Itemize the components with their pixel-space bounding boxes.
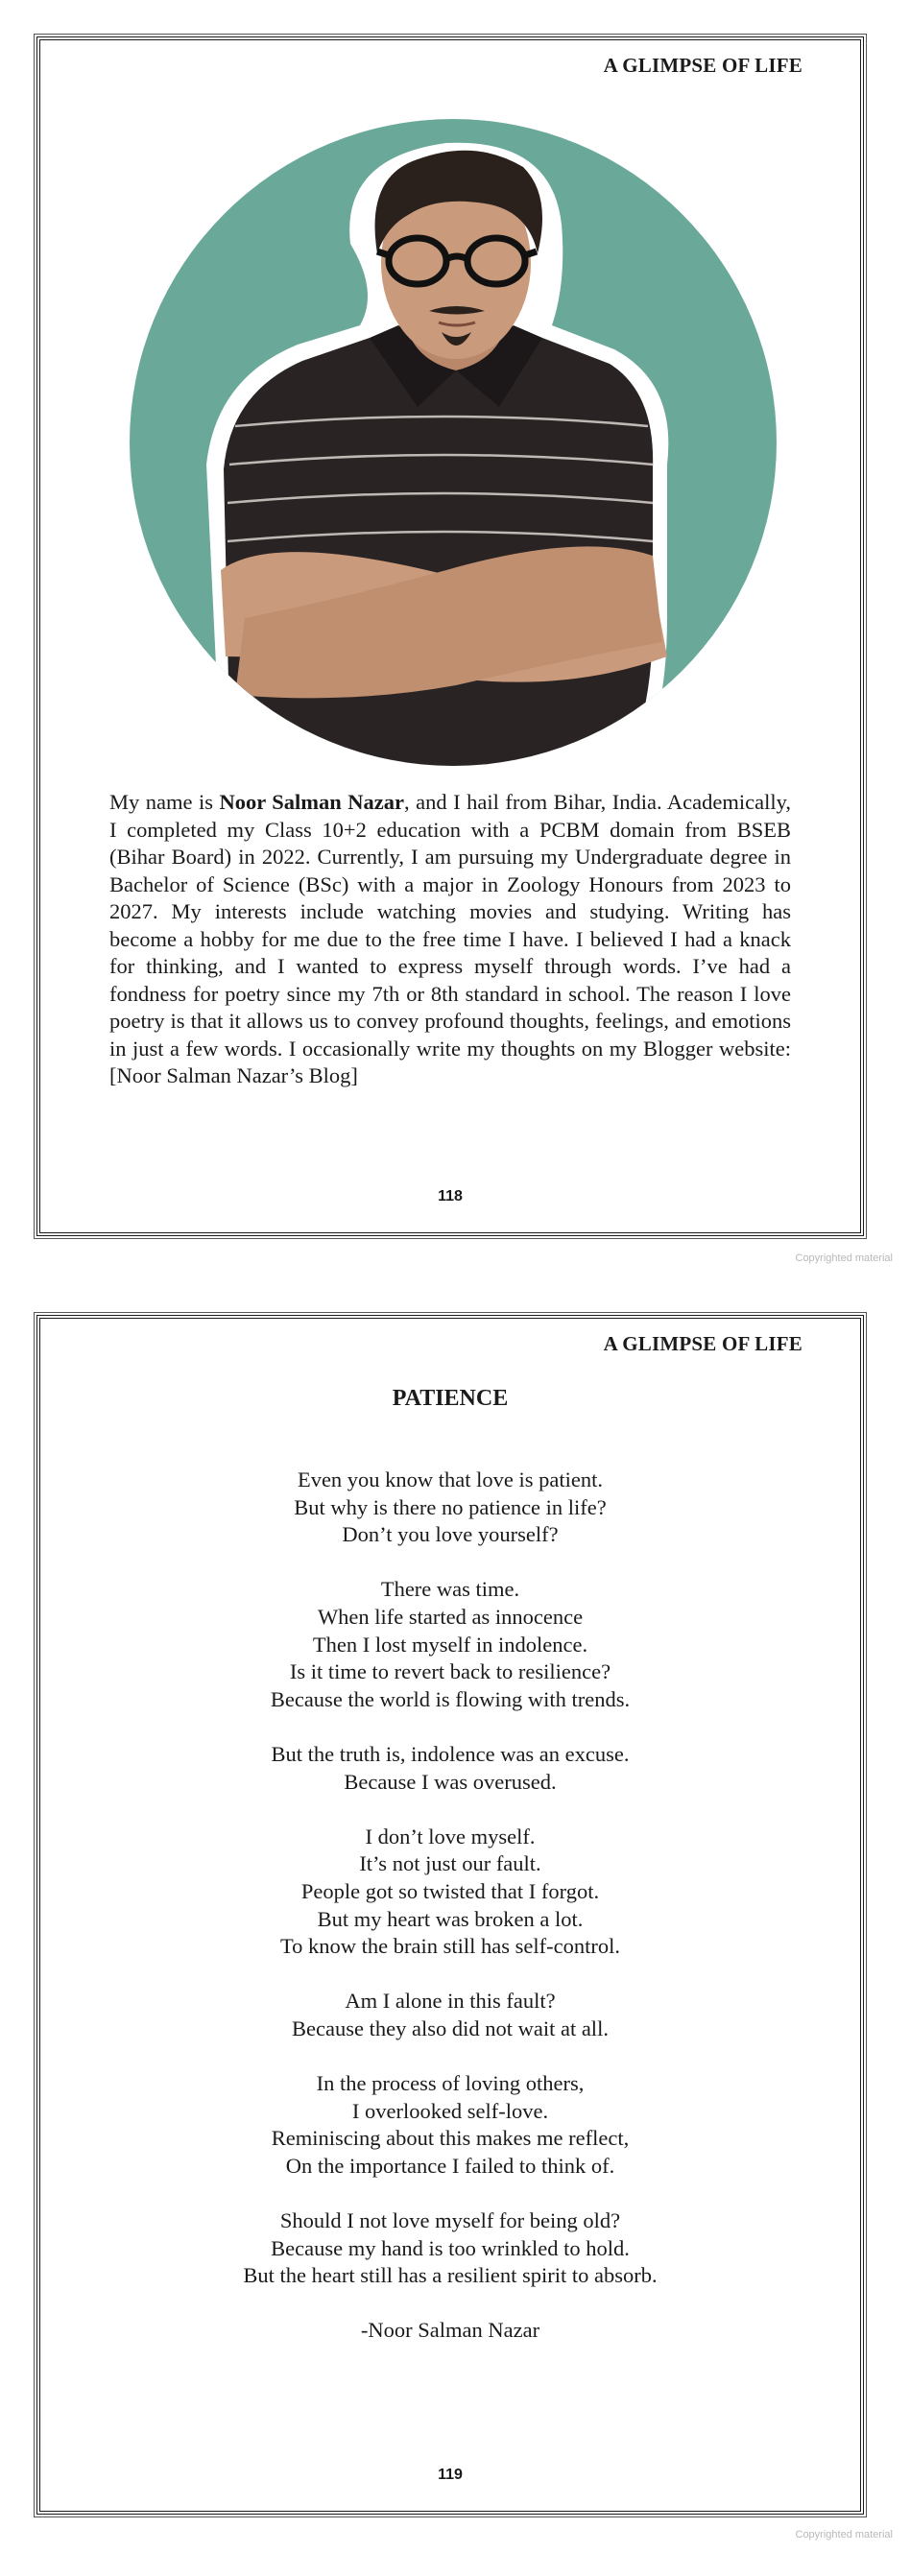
poem-stanza [40, 1576, 860, 1713]
poem-line: But why is there no patience in life? [294, 1494, 607, 1519]
poem-stanza [40, 1824, 860, 1961]
bio-intro: My name is [109, 790, 220, 814]
poem-line: Is it time to revert back to resilience? [289, 1659, 611, 1684]
author-bio [109, 789, 791, 1090]
poem-line: Should I not love myself for being old? [279, 2208, 621, 2233]
poem-line: Then I lost myself in indolence. [312, 1632, 588, 1657]
author-name: Noor Salman Nazar [219, 790, 405, 814]
watermark: Copyrighted material [795, 2529, 893, 2540]
poem-stanza [40, 1741, 860, 1796]
poem-stanza [40, 1988, 860, 2042]
page-number: 118 [438, 1188, 463, 1205]
poem-line: People got so twisted that I forgot. [300, 1878, 600, 1903]
author-portrait [130, 119, 777, 766]
poem-line: In the process of loving others, [316, 2071, 585, 2096]
poem-line: I overlooked self-love. [351, 2098, 549, 2123]
poem-line: Because they also did not wait at all. [292, 2015, 609, 2040]
book-page-119 [36, 1315, 864, 2515]
watermark: Copyrighted material [795, 1252, 893, 1264]
poem-line: On the importance I failed to think of. [285, 2153, 615, 2178]
bio-body: , and I hail from Bihar, India. Academically, I completed my Class 10+2 education with a PCBM domain from BSEB (Bihar Board) in 2022. Currently, I am pursuing my Undergraduate degree in Bachelor of Science (BSc) with a major in Zoology Honours from 2023 to 2027. My interests include watching movies and studying. Writing has become a hobby for me due to the free time I have. I believed I had a knack for thinking, and I wanted to express myself through words. I’ve had a fondness for poetry since my 7th or 8th standard in school. The reason I love poetry is that it allows us to convey profound thoughts, feelings, and emotions in just a few words. I occasionally write my thoughts on my Blogger website: [Noor Salman Nazar’s Blog] [109, 790, 791, 1087]
page-number: 119 [438, 2467, 463, 2483]
poem-title: PATIENCE [392, 1386, 509, 1411]
poem-line: Because my hand is too wrinkled to hold. [271, 2235, 630, 2260]
author-photo-illustration [130, 119, 777, 766]
poem-stanza [40, 2207, 860, 2290]
poem-line: But the truth is, indolence was an excuse. [271, 1741, 630, 1766]
poem-line: To know the brain still has self-control. [280, 1934, 620, 1959]
poem-stanza [40, 1467, 860, 1549]
poem-line: Am I alone in this fault? [345, 1989, 556, 2014]
poem-line: Reminiscing about this makes me reflect, [271, 2126, 630, 2151]
poem-line: I don’t love myself. [365, 1824, 536, 1849]
book-page-118 [36, 36, 864, 1236]
running-head: A GLIMPSE OF LIFE [603, 1332, 802, 1355]
poem-stanza [40, 2070, 860, 2180]
poem-signature: -Noor Salman Nazar [360, 2318, 540, 2343]
poem-line: There was time. [380, 1577, 520, 1602]
poem-line: Because I was overused. [344, 1769, 557, 1794]
poem-line: But the heart still has a resilient spirit to absorb. [243, 2263, 658, 2288]
running-head: A GLIMPSE OF LIFE [603, 54, 802, 77]
poem-line: It’s not just our fault. [359, 1851, 541, 1876]
poem-body [40, 1467, 860, 2345]
poem-line: Don’t you love yourself? [342, 1522, 559, 1547]
poem-line: Because the world is flowing with trends. [270, 1686, 631, 1711]
poem-line: Even you know that love is patient. [297, 1467, 604, 1491]
poem-line: But my heart was broken a lot. [317, 1906, 584, 1931]
poem-line: When life started as innocence [317, 1604, 584, 1629]
